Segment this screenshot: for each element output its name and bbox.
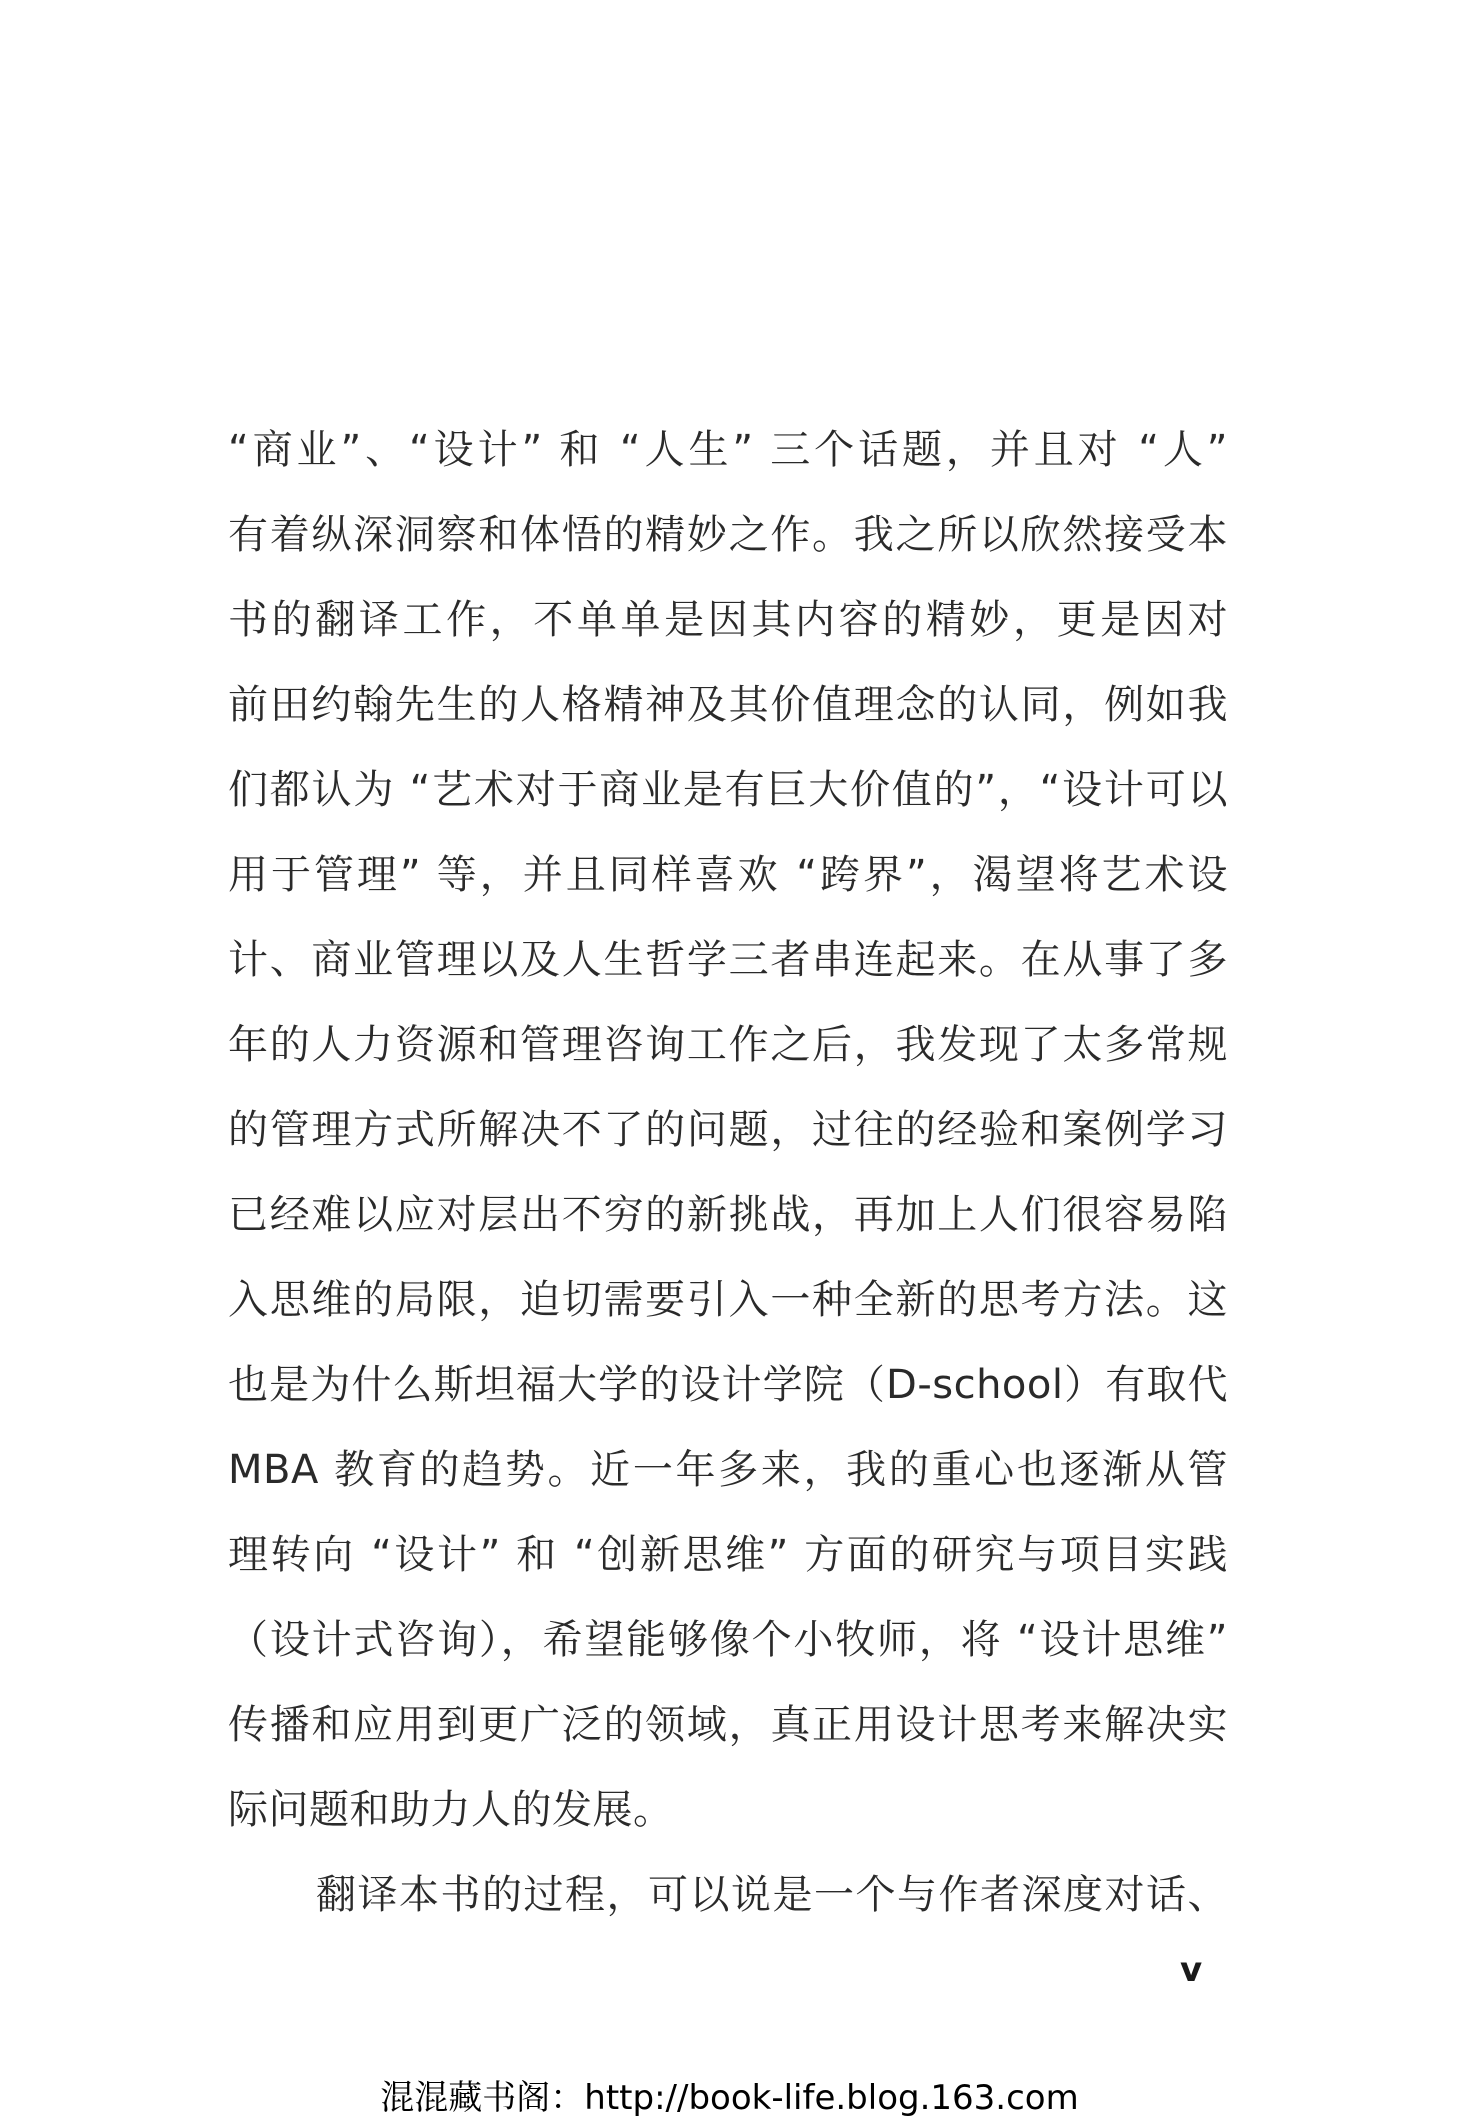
text-line: 年的人力资源和管理咨询工作之后，我发现了太多常规 [228,1022,1228,1068]
text-line: MBA 教育的趋势。近一年多来，我的重心也逐渐从管 [228,1447,1228,1493]
text-line: 前田约翰先生的人格精神及其价值理念的认同，例如我 [228,682,1228,728]
text-line: 有着纵深洞察和体悟的精妙之作。我之所以欣然接受本 [228,512,1228,558]
text-line: 的管理方式所解决不了的问题，过往的经验和案例学习 [228,1107,1228,1153]
body-text [228,408,1228,1938]
text-line: 书的翻译工作，不单单是因其内容的精妙，更是因对 [228,597,1228,643]
text-line: 已经难以应对层出不穷的新挑战，再加上人们很容易陷 [228,1192,1228,1238]
text-line: 际问题和助力人的发展。 [228,1787,674,1833]
paragraph [228,408,1228,1853]
paragraph [228,1853,1228,1938]
text-line: 翻译本书的过程，可以说是一个与作者深度对话、 [316,1872,1228,1918]
text-line: 们都认为 “艺术对于商业是有巨大价值的”，“设计可以 [228,767,1228,813]
text-line: 用于管理” 等，并且同样喜欢 “跨界”，渴望将艺术设 [228,852,1228,898]
page-number: v [1180,1950,1203,1990]
text-line: 传播和应用到更广泛的领域，真正用设计思考来解决实 [228,1702,1228,1748]
text-line: 理转向 “设计” 和 “创新思维” 方面的研究与项目实践 [228,1532,1228,1578]
text-line: 也是为什么斯坦福大学的设计学院（D-school）有取代 [228,1362,1228,1408]
text-line: 计、商业管理以及人生哲学三者串连起来。在从事了多 [228,937,1228,983]
text-line: “商业”、“设计” 和 “人生” 三个话题，并且对 “人” [228,427,1228,473]
text-line: （设计式咨询），希望能够像个小牧师，将 “设计思维” [228,1617,1228,1663]
text-line: 入思维的局限，迫切需要引入一种全新的思考方法。这 [228,1277,1228,1323]
watermark-text: 混混藏书阁：http://book-life.blog.163.com [380,2078,1079,2118]
